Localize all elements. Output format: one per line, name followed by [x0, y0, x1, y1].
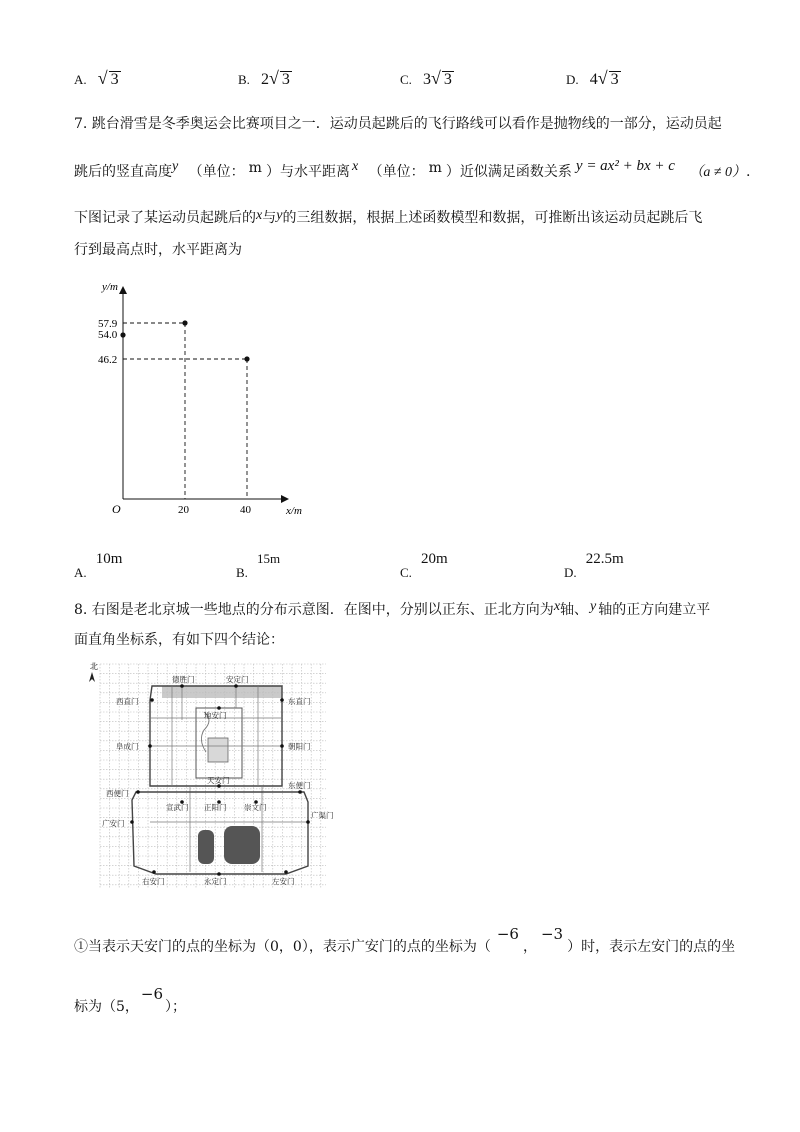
label-xuanwumen: 宣武门	[166, 803, 189, 812]
label-zuoanmen: 左安门	[272, 877, 295, 886]
origin-label: O	[112, 502, 121, 516]
q8-conclusion1-line2	[74, 985, 187, 1017]
label-deshengmen: 德胜门	[172, 675, 195, 684]
data-point	[182, 320, 187, 325]
text: ）；	[165, 999, 187, 1015]
q7-option-d[interactable]	[564, 548, 624, 580]
coord-value: −6	[140, 985, 164, 1003]
coord-y: −3	[540, 925, 564, 943]
option-value: 2√ 3	[261, 68, 290, 88]
q7-chart	[90, 275, 320, 525]
y-axis-label: y/m	[102, 281, 118, 293]
data-point	[120, 332, 125, 337]
label-guanganmen: 广安门	[102, 819, 125, 828]
y-tick-label: 54.0	[98, 329, 118, 341]
formula: y = ax² + bx + c	[575, 158, 675, 174]
option-label: A.	[74, 565, 87, 580]
option-label: B.	[236, 565, 248, 580]
y-tick-label: 57.9	[98, 318, 118, 330]
chart-marks	[120, 320, 249, 499]
text: 与	[262, 210, 277, 226]
option-label: C.	[400, 565, 412, 580]
axis-y: y	[590, 599, 597, 614]
q6-option-c[interactable]	[400, 68, 454, 89]
condition: （a ≠ 0）	[689, 165, 747, 180]
option-label: D.	[566, 72, 579, 87]
option-value: √ 3	[97, 68, 119, 88]
q8-line2: 面直角坐标系，有如下四个结论：	[74, 632, 284, 648]
beijing-map	[86, 660, 334, 890]
x-tick-label: 20	[178, 504, 189, 516]
q7-line2	[74, 158, 751, 183]
label-youanmen: 右安门	[142, 877, 165, 886]
text: 下图记录了某运动员起跳后的	[74, 210, 256, 226]
q7-option-a[interactable]	[74, 548, 123, 580]
label-fuchengmen: 阜成门	[116, 742, 139, 751]
text: .	[746, 164, 751, 180]
x-tick-label: 40	[240, 504, 251, 516]
option-label: B.	[238, 72, 250, 87]
q7-option-b[interactable]	[236, 548, 281, 580]
label-xibianmen: 西便门	[106, 789, 129, 798]
coord-x: −6	[496, 925, 519, 943]
text: 标为（5，	[74, 999, 139, 1015]
var-y: y	[276, 208, 283, 223]
text: （单位：	[368, 164, 425, 180]
text: 轴、	[560, 602, 589, 618]
text: ，	[522, 939, 537, 955]
inner-city-wall	[150, 686, 282, 786]
option-label: A.	[74, 72, 87, 87]
label-dianmen: 地安门	[204, 711, 227, 720]
text: （单位：	[188, 164, 245, 180]
option-value: 22.5m	[585, 551, 624, 567]
option-label: D.	[564, 565, 577, 580]
label-chaoyangmen: 朝阳门	[288, 742, 311, 751]
text: 8. 右图是老北京城一些地点的分布示意图．在图中，分别以正东、正北方向为	[74, 602, 554, 618]
label-tiananmen: 天安门	[207, 776, 230, 785]
q6-option-a[interactable]	[74, 68, 121, 89]
axis-x: x	[553, 599, 561, 614]
option-value: 15m	[257, 551, 281, 566]
q8-conclusion1-line1	[74, 925, 736, 957]
q6-option-b[interactable]	[238, 68, 292, 89]
label-zhengyangmen: 正阳门	[204, 803, 227, 812]
label-guangqumen: 广渠门	[311, 811, 334, 820]
label-dongzhimen: 东直门	[288, 697, 311, 706]
label-dongbianmen: 东便门	[288, 781, 311, 790]
unit-m: m	[248, 160, 262, 176]
text: ）时，表示左安门的点的坐	[567, 939, 736, 955]
q7-line4: 行到最高点时，水平距离为	[74, 242, 242, 258]
text: ①当表示天安门的点的坐标为（0，0），表示广安门的点的坐标为（	[74, 939, 491, 955]
var-x: x	[256, 208, 263, 223]
north-wall-shade	[162, 686, 282, 698]
unit-m: m	[428, 160, 442, 176]
data-point	[244, 356, 249, 361]
label-yongdingmen: 永定门	[204, 877, 227, 886]
text: 跳后的竖直高度	[74, 164, 172, 180]
text: ）与水平距离	[265, 164, 350, 180]
q7-option-c[interactable]	[400, 548, 448, 580]
label-xizhimen: 西直门	[116, 697, 139, 706]
var-y: y	[172, 159, 179, 174]
text: 轴的正方向建立平	[598, 602, 711, 618]
text: ）近似满足函数关系	[445, 164, 572, 180]
option-value: 10m	[95, 551, 123, 567]
x-axis-label: x/m	[286, 505, 302, 517]
q7-line1: 7. 跳台滑雪是冬季奥运会比赛项目之一．运动员起跳后的飞行路线可以看作是抛物线的一部分，运动员起	[74, 116, 722, 132]
forbidden-city	[208, 738, 228, 762]
north-arrow-icon	[89, 672, 95, 682]
gate-labels	[102, 674, 334, 886]
q6-option-d[interactable]	[566, 68, 621, 89]
option-label: C.	[400, 72, 412, 87]
q8-line1	[74, 600, 710, 621]
q7-line3	[74, 208, 702, 229]
var-x: x	[351, 159, 359, 174]
temple-west	[198, 830, 214, 864]
temple-east	[224, 826, 260, 864]
option-value: 3√ 3	[423, 68, 452, 88]
text: 的三组数据，根据上述函数模型和数据，可推断出该运动员起跳后飞	[282, 210, 703, 226]
option-value: 4√ 3	[589, 68, 619, 88]
option-value: 20m	[421, 551, 448, 567]
north-label: 北	[90, 662, 98, 671]
label-chongwenmen: 崇文门	[244, 803, 267, 812]
label-andingmen: 安定门	[226, 675, 249, 684]
y-tick-label: 46.2	[98, 354, 118, 366]
